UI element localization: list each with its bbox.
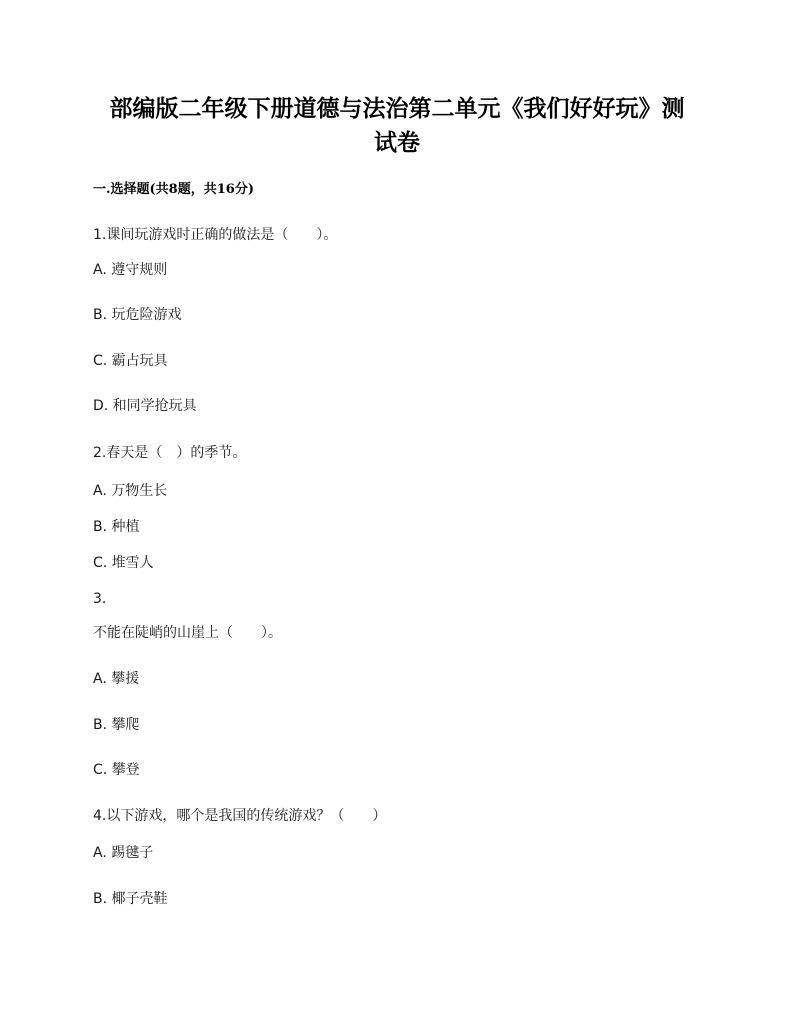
title-line-1: 部编版二年级下册道德与法治第二单元《我们好好玩》测 bbox=[109, 95, 685, 122]
question-3-stem: 不能在陡峭的山崖上（ ）。 bbox=[93, 625, 282, 641]
question-1-option-d: D. 和同学抢玩具 bbox=[93, 398, 197, 414]
question-1-option-c: C. 霸占玩具 bbox=[93, 353, 168, 369]
question-4-option-a: A. 踢毽子 bbox=[93, 845, 154, 861]
question-2-option-b: B. 种植 bbox=[93, 519, 140, 535]
section-heading: 一.选择题(共8题，共16分) bbox=[93, 182, 254, 197]
title-line-2: 试卷 bbox=[374, 129, 420, 156]
question-3-option-c: C. 攀登 bbox=[93, 762, 140, 778]
question-3-option-b: B. 攀爬 bbox=[93, 717, 140, 733]
question-4-option-b: B. 椰子壳鞋 bbox=[93, 891, 168, 907]
document-title bbox=[80, 92, 714, 160]
question-4-stem: 4.以下游戏，哪个是我国的传统游戏？（ ） bbox=[93, 808, 387, 824]
question-2-stem: 2.春天是（ ）的季节。 bbox=[93, 445, 247, 461]
question-3-number: 3. bbox=[93, 591, 107, 607]
question-2-option-a: A. 万物生长 bbox=[93, 483, 168, 499]
question-3-option-a: A. 攀援 bbox=[93, 671, 140, 687]
question-1-option-a: A. 遵守规则 bbox=[93, 262, 168, 278]
question-2-option-c: C. 堆雪人 bbox=[93, 555, 154, 571]
question-1-stem: 1.课间玩游戏时正确的做法是（ ）。 bbox=[93, 227, 338, 243]
question-1-option-b: B. 玩危险游戏 bbox=[93, 307, 182, 323]
